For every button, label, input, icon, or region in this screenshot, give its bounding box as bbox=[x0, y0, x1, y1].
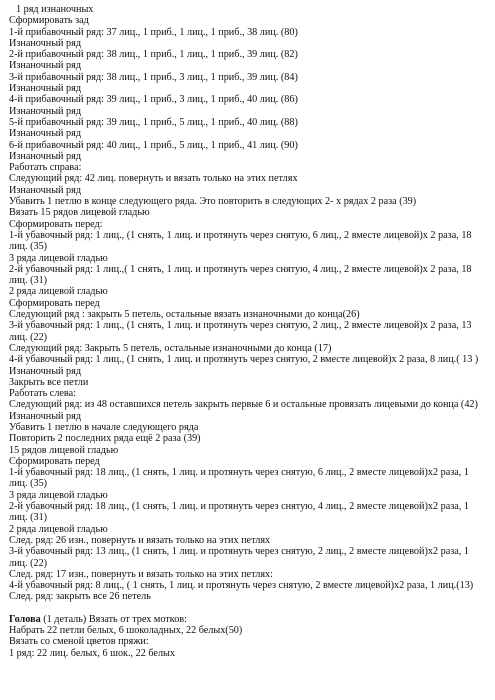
text-line: 1-й убавочный ряд: 1 лиц., (1 снять, 1 лиц. и протянуть через снятую, 6 лиц., 2 вместе лицевой)х 2 раза, 18 лиц. (35) bbox=[9, 229, 472, 253]
text-line: Изнаночный ряд bbox=[9, 105, 82, 117]
text-line: Повторить 2 последних ряда ещё 2 раза (39) bbox=[9, 433, 201, 445]
text-line: Убавить 1 петлю в начале следующего ряда bbox=[9, 421, 199, 433]
text-line: Изнаночный ряд bbox=[9, 128, 82, 140]
text-line: След. ряд: 26 изн., повернуть и вязать только на этих петлях bbox=[9, 534, 271, 546]
text-line: След. ряд: 17 изн., повернуть и вязать только на этих петлях: bbox=[9, 568, 273, 580]
text-line: 3-й убавочный ряд: 13 лиц., (1 снять, 1 лиц. и протянуть через снятую, 2 лиц., 2 вместе лицевой)х2 раза, 1 лиц. (22) bbox=[9, 546, 469, 569]
text-line: 1 ряд изнаночных bbox=[16, 4, 94, 15]
text-line: Изнаночный ряд bbox=[9, 83, 82, 95]
text-line: Работать слева: bbox=[9, 388, 76, 400]
text-line: Изнаночный ряд bbox=[9, 410, 82, 422]
text-line: Следующий ряд: 42 лиц. повернуть и вязать только на этих петлях bbox=[9, 173, 298, 185]
paragraph-gap bbox=[9, 603, 487, 614]
text-line: Изнаночный ряд bbox=[9, 150, 82, 162]
text-line: 2 ряда лицевой гладью bbox=[9, 286, 108, 298]
text-line: След. ряд: закрыть все 26 петель bbox=[9, 591, 151, 603]
text-line: 3-й прибавочный ряд: 38 лиц., 1 приб., 3 лиц., 1 приб., 39 лиц. (84) bbox=[9, 71, 298, 83]
text-line: 2-й прибавочный ряд: 38 лиц., 1 приб., 1 лиц., 1 приб., 39 лиц. (82) bbox=[9, 49, 298, 61]
text-line: 1-й убавочный ряд: 18 лиц., (1 снять, 1 лиц. и протянуть через снятую, 6 лиц., 2 вместе лицевой)х2 раза, 1 лиц. (35) bbox=[9, 467, 469, 490]
text-line: Вязать со сменой цветов пряжи: bbox=[9, 636, 149, 648]
text-line: Набрать 22 петли белых, 6 шоколадных, 22 белых(50) bbox=[9, 625, 243, 637]
text-line: Убавить 1 петлю в конце следующего ряда. Это повторить в следующих 2- х рядах 2 раза (39) bbox=[9, 196, 417, 208]
text-line: Следующий ряд: из 48 оставшихся петель закрыть первые 6 и остальные провязать лицевыми до конца (42) bbox=[9, 399, 478, 411]
text-line: Работать справа: bbox=[9, 162, 82, 174]
text-line: 1-й прибавочный ряд: 37 лиц., 1 приб., 1 лиц., 1 приб., 38 лиц. (80) bbox=[9, 26, 298, 38]
text-line: 2 ряда лицевой гладью bbox=[9, 523, 108, 535]
text-line: Следующий ряд : закрыть 5 петель, остальные вязать изнаночными до конца(26) bbox=[9, 309, 360, 321]
text-line: 4-й убавочный ряд: 1 лиц., (1 снять, 1 лиц. и протянуть через снятую, 2 вместе лицевой)х 2 раза, 8 лиц.( 13 ) bbox=[9, 354, 479, 366]
text-line: 4-й убавочный ряд: 8 лиц., ( 1 снять, 1 лиц. и протянуть через снятую, 2 вместе лицевой)х2 раза, 1 лиц.(13) bbox=[9, 580, 474, 592]
text-line: 2-й убавочный ряд: 18 лиц., (1 снять, 1 лиц. и протянуть через снятую, 4 лиц., 2 вместе лицевой)х2 раза, 1 лиц. (31) bbox=[9, 501, 469, 524]
text-line: Сформировать перед bbox=[9, 297, 100, 309]
text-line: Изнаночный ряд bbox=[9, 184, 82, 196]
text-line: 1 ряд: 22 лиц. белых, 6 шок., 22 белых bbox=[9, 647, 175, 659]
text-line: Сформировать перед bbox=[9, 455, 100, 467]
text-line: Сформировать зад bbox=[9, 15, 89, 27]
section-title-rest: (1 деталь) Вязать от трех мотков: bbox=[40, 613, 187, 625]
text-line: 3-й убавочный ряд: 1 лиц., (1 снять, 1 лиц. и протянуть через снятую, 2 лиц., 2 вместе лицевой)х 2 раза, 13 лиц. (22) bbox=[9, 320, 472, 343]
text-line: 15 рядов лицевой гладью bbox=[9, 444, 119, 456]
text-line: 5-й прибавочный ряд: 39 лиц., 1 приб., 5 лиц., 1 приб., 40 лиц. (88) bbox=[9, 116, 298, 128]
text-line: 3 ряда лицевой гладью bbox=[9, 252, 108, 264]
text-line: Сформировать перед: bbox=[9, 218, 103, 230]
text-line: Вязать 15 рядов лицевой гладью bbox=[9, 207, 150, 219]
text-line: Изнаночный ряд bbox=[9, 365, 82, 377]
text-line: Изнаночный ряд bbox=[9, 60, 82, 72]
text-line: Изнаночный ряд bbox=[9, 37, 82, 49]
text-line: 4-й прибавочный ряд: 39 лиц., 1 приб., 3 лиц., 1 приб., 40 лиц. (86) bbox=[9, 94, 298, 106]
text-line: 3 ряда лицевой гладью bbox=[9, 489, 108, 501]
text-line: 6-й прибавочный ряд: 40 лиц., 1 приб., 5 лиц., 1 приб., 41 лиц. (90) bbox=[9, 139, 298, 151]
text-line: Закрыть все петли bbox=[9, 376, 89, 388]
section-title: Голова bbox=[9, 613, 41, 625]
text-line: 2-й убавочный ряд: 1 лиц.,( 1 снять, 1 лиц. и протянуть через снятую, 4 лиц., 2 вместе лицевой)х 2 раза, 18 лиц. (31) bbox=[9, 263, 472, 287]
text-line: Следующий ряд: Закрыть 5 петель, остальные изнаночными до конца (17) bbox=[9, 342, 332, 354]
section-heading bbox=[9, 614, 487, 625]
